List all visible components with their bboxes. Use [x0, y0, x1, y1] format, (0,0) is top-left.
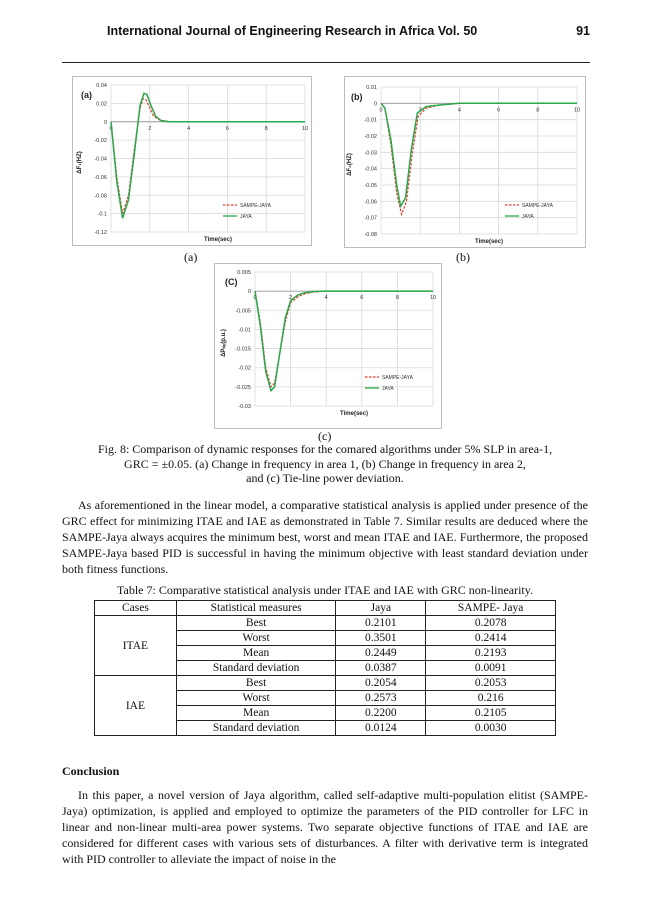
x-tick-label: 6	[225, 125, 229, 132]
x-axis-label: Time(sec)	[204, 237, 232, 243]
table-cell: 0.2054	[336, 676, 426, 691]
y-tick-label: -0.05	[364, 183, 377, 189]
table-cell: 0.216	[426, 691, 556, 706]
x-tick-label: 8	[536, 107, 540, 114]
page-header	[62, 22, 590, 63]
y-tick-label: -0.07	[364, 215, 377, 222]
y-tick-label: -0.01	[364, 117, 377, 124]
table-cell: 0.3501	[336, 631, 426, 646]
y-tick-label: -0.03	[238, 404, 251, 410]
table-cell: 0.2193	[426, 646, 556, 661]
y-tick-label: -0.005	[235, 308, 251, 315]
x-tick-label: 8	[264, 125, 268, 132]
table-cell: Standard deviation	[176, 721, 336, 736]
subcaption-c: (c)	[318, 429, 332, 443]
case-iae: IAE	[95, 676, 177, 736]
table-header-row	[95, 601, 556, 616]
header-jaya: Jaya	[336, 601, 426, 616]
x-tick-label: 6	[497, 107, 501, 114]
table-caption: Table 7: Comparative statistical analysis under ITAE and IAE with GRC non-linearity.	[117, 583, 533, 597]
table-cell: 0.2053	[426, 676, 556, 691]
table-cell: 0.2105	[426, 706, 556, 721]
x-tick-label: 10	[301, 125, 309, 132]
series-line-jaya	[381, 103, 577, 206]
y-tick-label: 0.005	[237, 270, 251, 276]
table-cell: 0.0091	[426, 661, 556, 676]
subcaption-a: (a)	[184, 250, 198, 264]
figure-caption	[62, 442, 588, 486]
series-line-jaya	[111, 93, 305, 218]
table-cell: 0.2449	[336, 646, 426, 661]
table-cell: Worst	[176, 631, 336, 646]
x-axis-label: Time(sec)	[340, 411, 368, 417]
legend-label: SAMPE-JAYA	[522, 203, 553, 209]
x-tick-label: 0	[253, 295, 257, 302]
header-sampe-jaya: SAMPE- Jaya	[426, 601, 556, 616]
y-tick-label: -0.025	[235, 384, 251, 391]
chart-a	[73, 77, 311, 245]
x-tick-label: 6	[360, 295, 364, 302]
header-cases: Cases	[95, 601, 177, 616]
x-tick-label: 0	[379, 107, 383, 114]
caption-line-2: GRC = ±0.05. (a) Change in frequency in area 1, (b) Change in frequency in area 2,	[124, 456, 526, 471]
y-tick-label: -0.02	[238, 365, 251, 372]
table-cell: Best	[176, 676, 336, 691]
table-cell: Mean	[176, 646, 336, 661]
table-cell: Best	[176, 616, 336, 631]
chart-c	[215, 264, 441, 428]
y-tick-label: -0.03	[364, 150, 377, 157]
table-row	[95, 676, 556, 691]
y-tick-label: -0.1	[97, 211, 107, 218]
y-tick-label: 0	[103, 119, 107, 126]
y-tick-label: -0.015	[235, 346, 251, 353]
x-tick-label: 10	[573, 107, 581, 114]
y-tick-label: 0	[373, 101, 377, 108]
table-row	[95, 616, 556, 631]
y-tick-label: 0.04	[96, 83, 107, 89]
conclusion-heading: Conclusion	[62, 764, 120, 778]
panel-label: (b)	[351, 92, 363, 102]
x-tick-label: 2	[148, 125, 152, 132]
x-tick-label: 10	[429, 295, 437, 302]
table-cell: 0.2573	[336, 691, 426, 706]
x-tick-label: 2	[289, 295, 293, 302]
legend-label: SAMPE-JAYA	[382, 375, 413, 381]
y-tick-label: 0	[247, 289, 251, 296]
statistics-table	[94, 600, 556, 736]
series-line-sampe-jaya	[111, 99, 305, 214]
table-cell: Standard deviation	[176, 661, 336, 676]
y-tick-label: 0.01	[366, 85, 377, 91]
chart-panel-b	[344, 76, 586, 248]
chart-panel-c	[214, 263, 442, 429]
legend-label: SAMPE-JAYA	[240, 203, 271, 209]
table-cell: 0.2101	[336, 616, 426, 631]
y-tick-label: 0.02	[96, 101, 107, 108]
panel-label: (a)	[81, 90, 92, 100]
table-cell: Mean	[176, 706, 336, 721]
table-cell: 0.0030	[426, 721, 556, 736]
caption-line-1: Fig. 8: Comparison of dynamic responses for the comared algorithms under 5% SLP in area-1,	[97, 442, 553, 456]
y-tick-label: -0.08	[364, 232, 377, 238]
legend-label: JAYA	[382, 386, 394, 392]
x-tick-label: 4	[187, 125, 191, 132]
y-axis-label: ΔF₂(HZ)	[347, 153, 353, 176]
x-tick-label: 4	[324, 295, 328, 302]
y-tick-label: -0.06	[364, 199, 377, 206]
journal-title: International Journal of Engineering Research in Africa Vol. 50	[107, 24, 478, 38]
chart-panel-a	[72, 76, 312, 246]
y-tick-label: -0.02	[94, 138, 107, 145]
y-tick-label: -0.04	[364, 166, 377, 173]
conclusion-paragraph: In this paper, a novel version of Jaya algorithm, called self-adaptive multi-population elitist (SAMPE-Jaya) optimization, is applied and employed to optimize the parameters of the PID controller for LFC in linear and non-linear multi-area power systems. Two separate objective functions of ITAE and IAE are considered for different cases with various sets of disturbances. A filter with derivative term is integrated with PID controller to alleviate the impact of noise in the	[62, 788, 588, 866]
caption-line-3: and (c) Tie-line power deviation.	[246, 471, 404, 485]
case-itae: ITAE	[95, 616, 177, 676]
page-number: 91	[576, 24, 590, 38]
x-tick-label: 2	[418, 107, 422, 114]
x-tick-label: 4	[457, 107, 461, 114]
chart-b	[345, 77, 585, 247]
x-axis-label: Time(sec)	[475, 239, 503, 245]
header-measures: Statistical measures	[176, 601, 336, 616]
table-cell: 0.2200	[336, 706, 426, 721]
paragraph-results: As aforementioned in the linear model, a comparative statistical analysis is applied under presence of the GRC effect for minimizing ITAE and IAE as demonstrated in Table 7. Similar results are deduced where the SAMPE-Jaya always acquires the minimum best, worst and mean ITAE and IAE. Furthermore, the proposed SAMPE-Jaya based PID is successful in having the minimum objective with least standard deviation under both fitness functions.	[62, 498, 588, 576]
panel-label: (C)	[225, 277, 238, 287]
table-cell: 0.2078	[426, 616, 556, 631]
table-cell: 0.2414	[426, 631, 556, 646]
y-tick-label: -0.02	[364, 134, 377, 140]
table-cell: 0.0124	[336, 721, 426, 736]
y-axis-label: ΔF₁(HZ)	[77, 151, 83, 174]
subcaption-b: (b)	[456, 250, 470, 264]
y-tick-label: -0.01	[238, 327, 251, 334]
x-tick-label: 0	[109, 125, 113, 132]
y-tick-label: -0.06	[94, 174, 107, 181]
legend-label: JAYA	[240, 214, 252, 220]
legend-label: JAYA	[522, 214, 534, 220]
y-tick-label: -0.08	[94, 193, 107, 200]
table-cell: Worst	[176, 691, 336, 706]
y-axis-label: ΔPₜᵢₑ(p.u.)	[221, 329, 227, 357]
x-tick-label: 8	[395, 295, 399, 302]
y-tick-label: -0.04	[94, 156, 107, 163]
y-tick-label: -0.12	[94, 230, 107, 236]
table-cell: 0.0387	[336, 661, 426, 676]
